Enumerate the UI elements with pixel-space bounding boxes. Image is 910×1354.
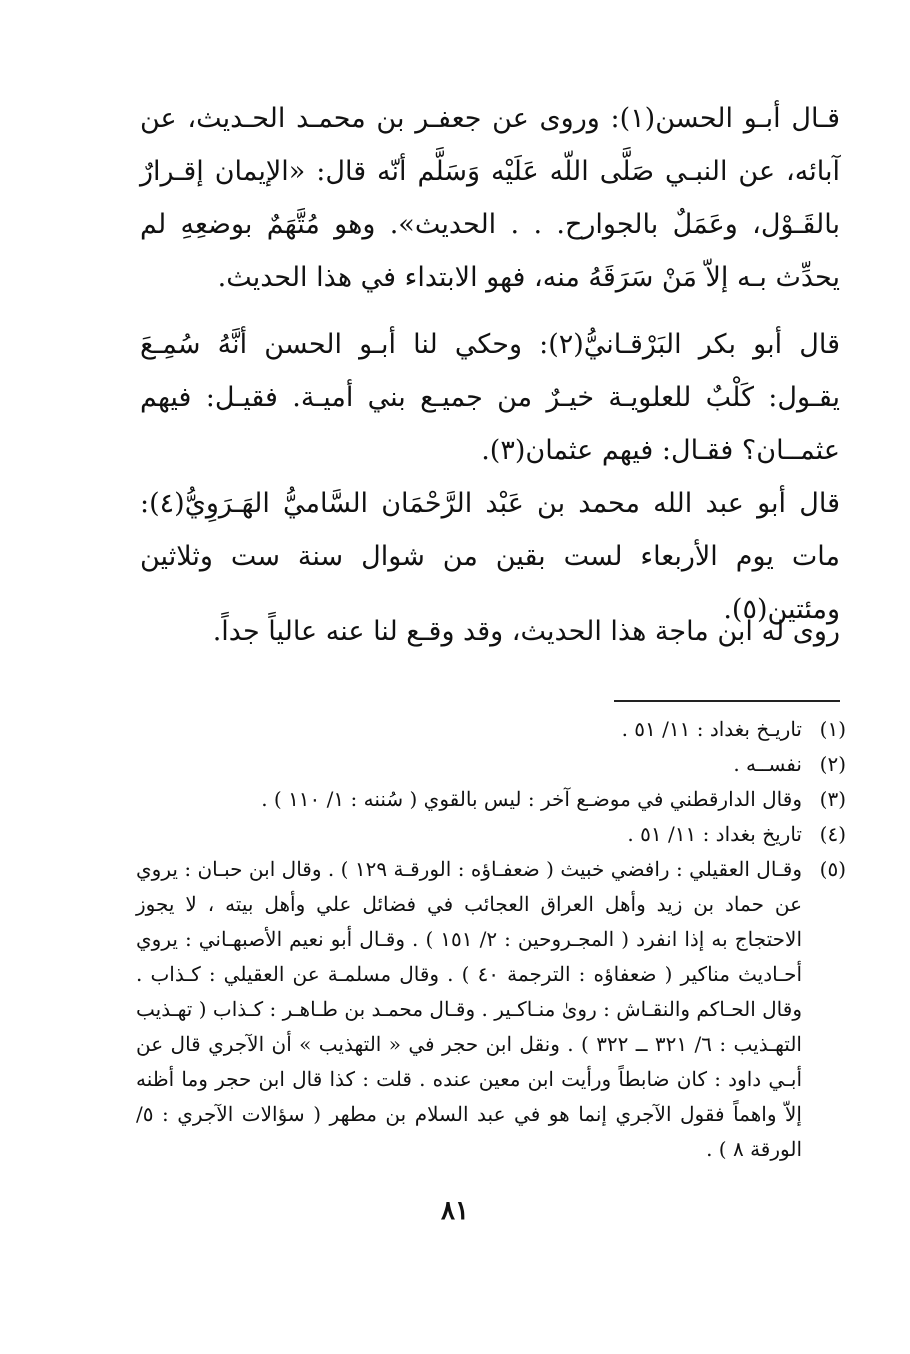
footnotes-list xyxy=(136,712,846,1167)
footnote-number: (٥) xyxy=(819,857,846,881)
footnote-text: تاريخ بغداد : ١١/ ٥١ . xyxy=(627,822,802,846)
footnote-text: تاريـخ بغداد : ١١/ ٥١ . xyxy=(621,717,802,741)
footnote-text: وقال الدارقطني في موضـع آخر : ليس بالقوي ( سُننه : ١/ ١١٠ ) . xyxy=(261,787,802,811)
page-number: ٨١ xyxy=(441,1196,469,1226)
footnote-text: وقـال العقيلي : رافضي خبيث ( ضعفـاؤه : الورقـة ١٢٩ ) . وقال ابن حبـان : يروي عن حماد بن زيد وأهل العراق العجائب في فضائل علي وأهل بيته ، لا يجوز الاحتجاج به إذا انفرد ( المجـروحين : ٢/ ١٥١ ) . وقـال أبو نعيم الأصبهـاني : يروي أحـاديث مناكير ( ضعفاؤه : الترجمة ٤٠ ) . وقال مسلمـة عن العقيلي : كـذاب . وقال الحـاكم والنقـاش : روىٰ منـاكـير . وقـال محمـد بن طـاهـر : كـذاب ( تهـذيب التهـذيب : ٦/ ٣٢١ ــ ٣٢٢ ) . ونقل ابن حجر في « التهذيب » أن الآجري قال عن أبـي داود : كان ضابطاً ورأيت ابن معين عنده . قلت : كذا قال ابن حجر وما أظنه إلاّ واهماً فقول الآجري إنما هو في عبد السلام بن مطهر ( سؤالات الآجري : ٥/الورقة ٨ ) . xyxy=(136,857,803,1161)
footnote-item xyxy=(136,782,846,817)
footnote-number: (١) xyxy=(819,717,846,741)
footnote-item xyxy=(136,747,846,782)
footnote-item xyxy=(136,817,846,852)
paragraph-ibn-majah: روى له ابن ماجة هذا الحديث، وقد وقـع لنا عنه عالياً جداً. xyxy=(212,616,840,647)
footnote-item xyxy=(136,712,846,747)
footnote-item xyxy=(136,852,846,1167)
footnote-text: نفســه . xyxy=(733,752,802,776)
footnote-separator xyxy=(614,700,840,702)
paragraph-abu-al-hasan: قـال أبـو الحسن(١): وروى عن جعفـر بن محمـد الحـديث، عن آبائه، عن النبـي صَلَّى اللّه عَلَيْه وَسَلَّم أنّه قال: «الإيمان إقـرارٌ بالقَـوْل، وعَمَلٌ بالجوارح. . . الحديث». وهو مُتَّهَمٌ بوضعِهِ لم يحدِّث بـه إلاّ مَنْ سَرَقَهُ منه، فهو الابتداء في هذا الحديث. xyxy=(140,103,841,293)
paragraph-harawi: قال أبو عبد الله محمد بن عَبْد الرَّحْمَان السَّاميُّ الهَـرَوِيُّ(٤): مات يوم الأربعاء لست بقين من شوال سنة ست وثلاثين ومئتين(٥). xyxy=(140,488,840,625)
paragraph-barqani: قال أبو بكر البَرْقـانيُّ(٢): وحكي لنا أبـو الحسن أنَّهُ سُمِـعَ يقـول: كَلْبٌ للعلويـة خيـرٌ من جميـع بني أميـة. فقيـل: فيهم عثمــان؟ فقـال: فيهم عثمان(٣). xyxy=(140,329,840,466)
footnote-number: (٤) xyxy=(819,822,846,846)
footnote-number: (٣) xyxy=(819,787,846,811)
footnote-number: (٢) xyxy=(819,752,846,776)
